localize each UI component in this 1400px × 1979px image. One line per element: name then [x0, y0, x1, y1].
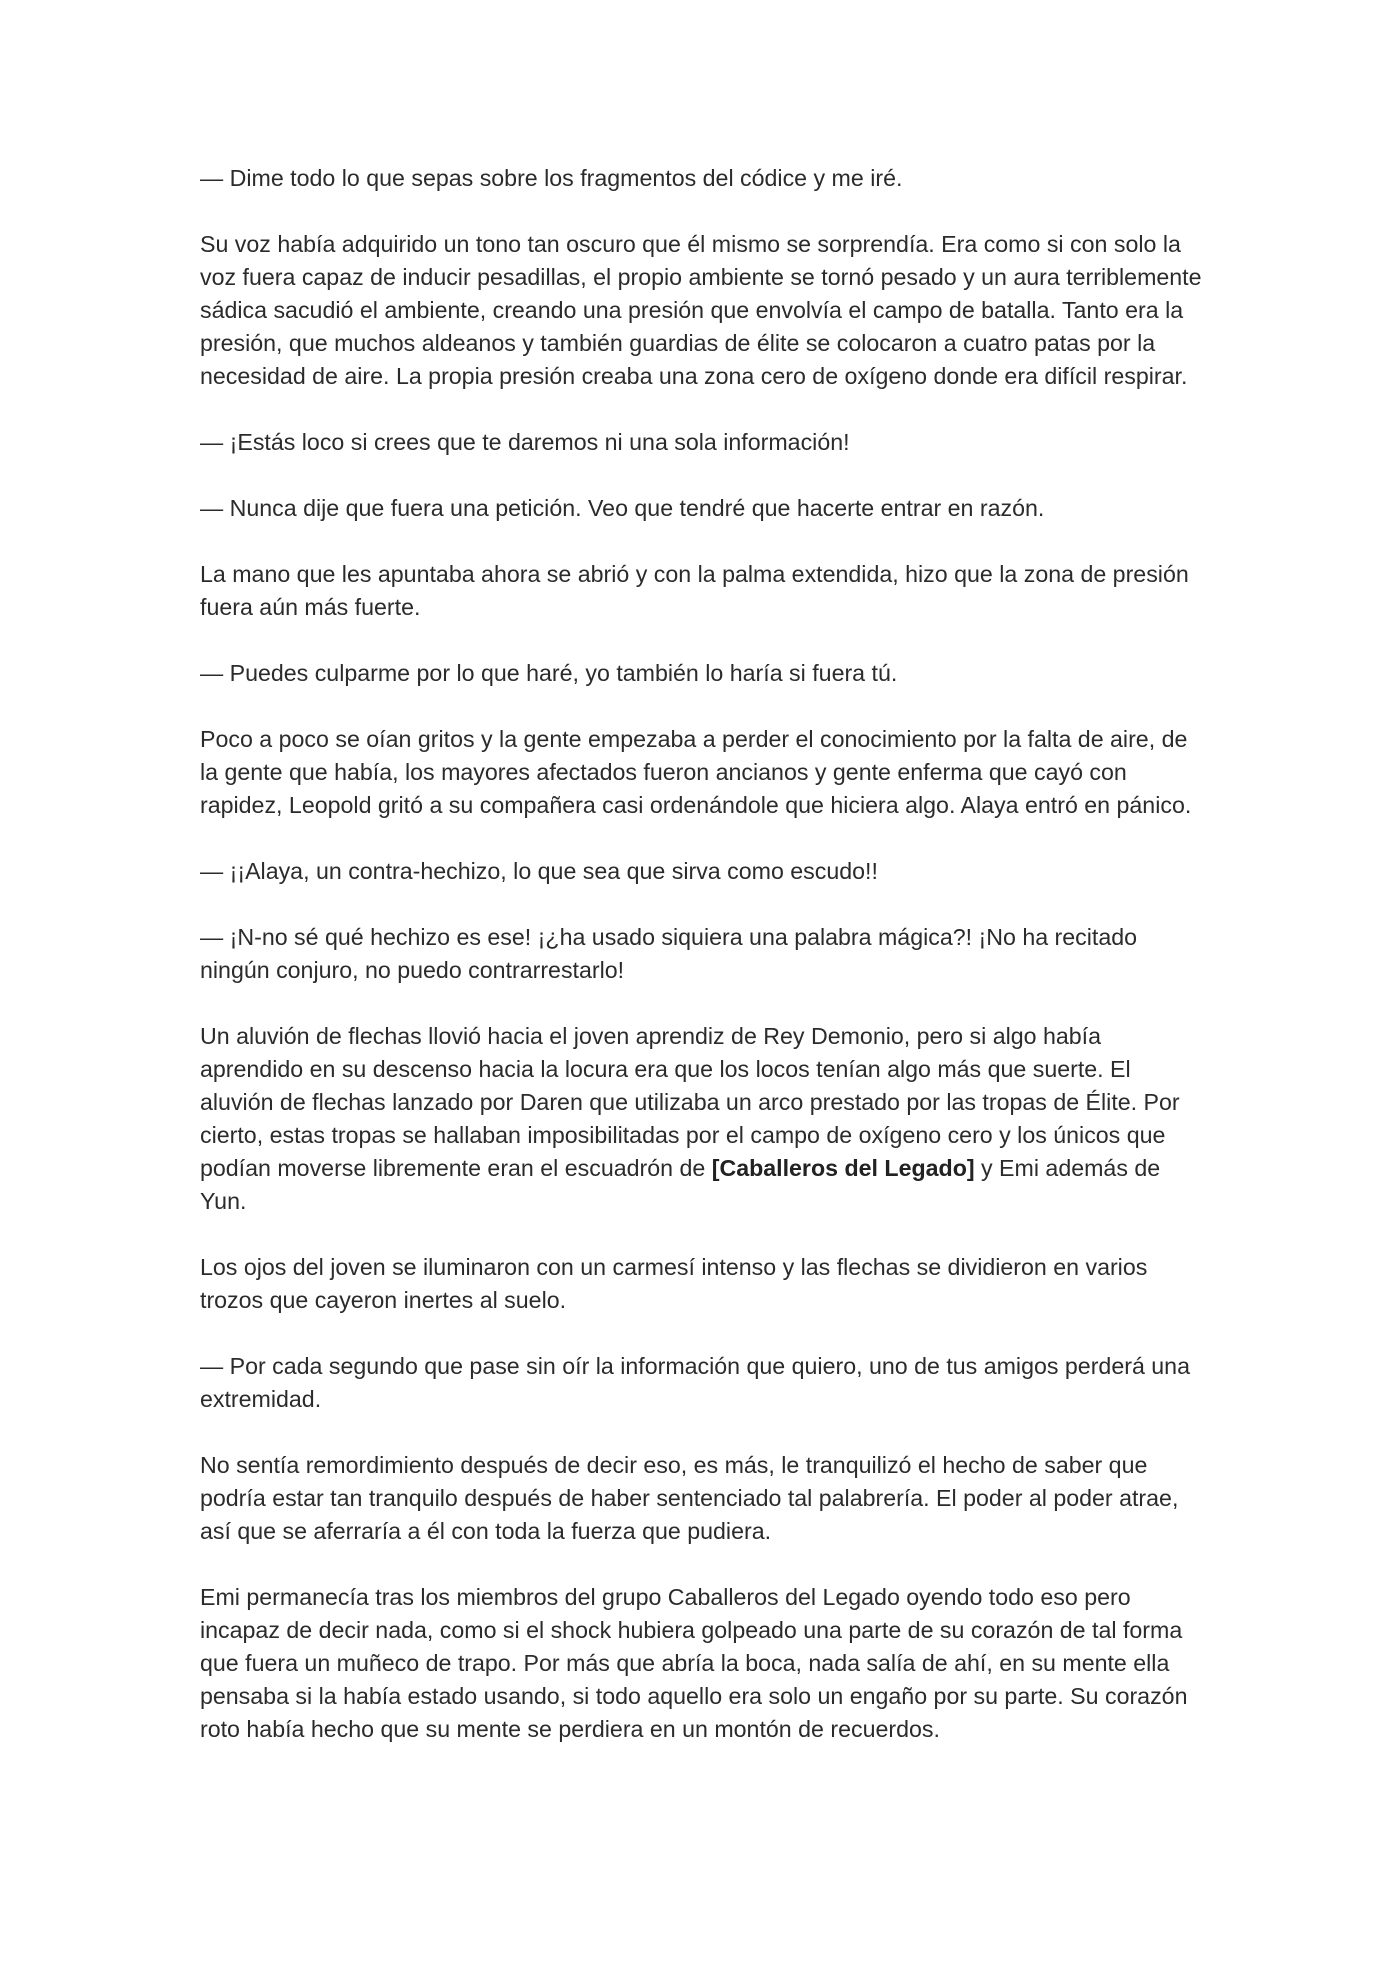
- paragraph-10-text-after: y Emi además de Yun.: [200, 1155, 1161, 1214]
- document-body: [200, 162, 1202, 1779]
- paragraph-8: — ¡¡Alaya, un contra-hechizo, lo que sea que sirva como escudo!!: [200, 858, 878, 884]
- paragraph-11: Los ojos del joven se iluminaron con un carmesí intenso y las flechas se dividieron en varios trozos que cayeron inertes al suelo.: [200, 1254, 1148, 1313]
- paragraph-13: No sentía remordimiento después de decir eso, es más, le tranquilizó el hecho de saber que podría estar tan tranquilo después de haber sentenciado tal palabrería. El poder al poder atrae, así que se aferraría a él con toda la fuerza que pudiera.: [200, 1452, 1179, 1544]
- paragraph-10-text-before: Un aluvión de flechas llovió hacia el joven aprendiz de Rey Demonio, pero si algo había aprendido en su descenso hacia la locura era que los locos tenían algo más que suerte. El aluvión de flechas lanzado por Daren que utilizaba un arco prestado por las tropas de Élite. Por cierto, estas tropas se hallaban imposibilitadas por el campo de oxígeno cero y los únicos que podían moverse libremente eran el escuadrón de: [200, 1023, 1180, 1181]
- paragraph-6: — Puedes culparme por lo que haré, yo también lo haría si fuera tú.: [200, 660, 898, 686]
- paragraph-5: La mano que les apuntaba ahora se abrió y con la palma extendida, hizo que la zona de presión fuera aún más fuerte.: [200, 561, 1189, 620]
- paragraph-1: — Dime todo lo que sepas sobre los fragmentos del códice y me iré.: [200, 165, 903, 191]
- paragraph-7: Poco a poco se oían gritos y la gente empezaba a perder el conocimiento por la falta de aire, de la gente que había, los mayores afectados fueron ancianos y gente enferma que cayó con rapidez, Leopold gritó a su compañera casi ordenándole que hiciera algo. Alaya entró en pánico.: [200, 726, 1192, 818]
- paragraph-2: Su voz había adquirido un tono tan oscuro que él mismo se sorprendía. Era como si con solo la voz fuera capaz de inducir pesadillas, el propio ambiente se tornó pesado y un aura terriblemente sádica sacudió el ambiente, creando una presión que envolvía el campo de batalla. Tanto era la presión, que muchos aldeanos y también guardias de élite se colocaron a cuatro patas por la necesidad de aire. La propia presión creaba una zona cero de oxígeno donde era difícil respirar.: [200, 231, 1202, 389]
- paragraph-9: — ¡N-no sé qué hechizo es ese! ¡¿ha usado siquiera una palabra mágica?! ¡No ha recitado ningún conjuro, no puedo contrarrestarlo!: [200, 924, 1138, 983]
- paragraph-12: — Por cada segundo que pase sin oír la información que quiero, uno de tus amigos perderá una extremidad.: [200, 1353, 1190, 1412]
- paragraph-10-bold-term: [Caballeros del Legado]: [711, 1155, 975, 1181]
- paragraph-3: — ¡Estás loco si crees que te daremos ni una sola información!: [200, 429, 850, 455]
- paragraph-10: [200, 1020, 1202, 1218]
- paragraph-4: — Nunca dije que fuera una petición. Veo que tendré que hacerte entrar en razón.: [200, 495, 1045, 521]
- paragraph-14: Emi permanecía tras los miembros del grupo Caballeros del Legado oyendo todo eso pero incapaz de decir nada, como si el shock hubiera golpeado una parte de su corazón de tal forma que fuera un muñeco de trapo. Por más que abría la boca, nada salía de ahí, en su mente ella pensaba si la había estado usando, si todo aquello era solo un engaño por su parte. Su corazón roto había hecho que su mente se perdiera en un montón de recuerdos.: [200, 1584, 1188, 1742]
